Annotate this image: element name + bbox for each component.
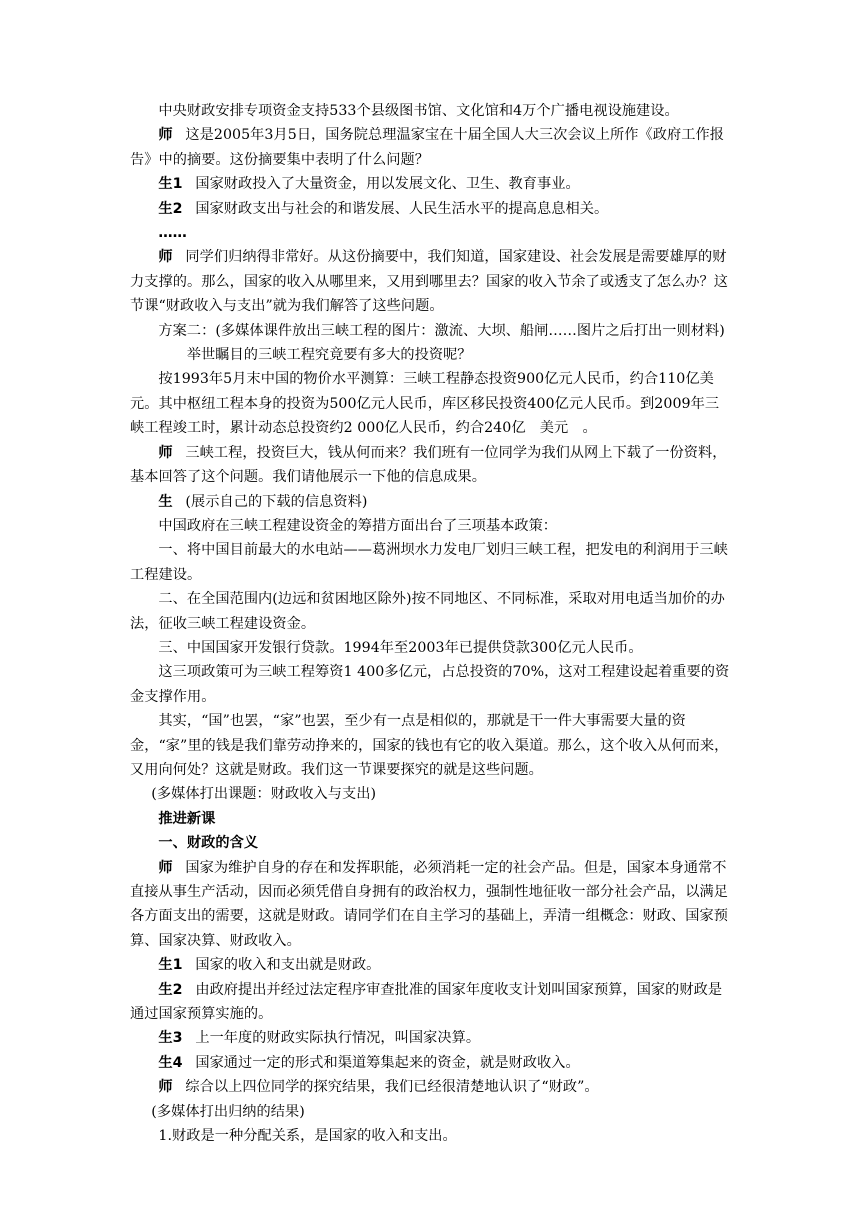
- paragraph-text: 由政府提出并经过法定程序审查批准的国家年度收支计划叫国家预算，国家的财政是通过国家预算实施的。: [130, 981, 723, 1023]
- paragraph-text: 国家财政投入了大量资金，用以发展文化、卫生、教育事业。: [195, 176, 580, 193]
- speaker-label: 生: [158, 493, 173, 510]
- speaker-label: 师: [158, 444, 173, 461]
- paragraph: [130, 587, 730, 636]
- speaker-label: 生2: [158, 200, 183, 217]
- paragraph: [130, 782, 730, 806]
- speaker-label: 生1: [158, 176, 183, 193]
- paragraph-text: 一、将中国目前最大的水电站——葛洲坝水力发电厂划归三峡工程，把发电的利润用于三峡工程建设。: [130, 542, 728, 583]
- paragraph-text: 三、中国国家开发银行贷款。1994年至2003年已提供贷款300亿元人民币。: [158, 639, 643, 656]
- speaker-label: 师: [158, 859, 173, 876]
- speaker-label: 生4: [158, 1054, 183, 1071]
- paragraph-text: 国家通过一定的形式和渠道筹集起来的资金，就是财政收入。: [195, 1054, 580, 1071]
- speaker-label: 生3: [158, 1030, 183, 1047]
- paragraph: [130, 1026, 730, 1050]
- paragraph-text: 方案二：(多媒体课件放出三峡工程的图片：激流、大坝、船闸……图片之后打出一则材料): [158, 322, 725, 339]
- paragraph-text: 上一年度的财政实际执行情况，叫国家决算。: [195, 1030, 481, 1047]
- paragraph: [130, 953, 730, 977]
- paragraph-text: 这三项政策可为三峡工程筹资1 400多亿元，占总投资的70%，这对工程建设起着重要的资金支撑作用。: [130, 664, 730, 705]
- paragraph-text: 二、在全国范围内(边远和贫困地区除外)按不同地区、不同标准，采取对用电适当加价的办法，征收三峡工程建设资金。: [130, 591, 725, 632]
- paragraph: [130, 221, 730, 245]
- paragraph: [130, 538, 730, 587]
- speaker-label: 生2: [158, 981, 183, 998]
- paragraph: [130, 490, 730, 514]
- paragraph-text: 中国政府在三峡工程建设资金的筹措方面出台了三项基本政策：: [158, 517, 558, 534]
- paragraph: [130, 197, 730, 221]
- material-question: [130, 343, 730, 367]
- paragraph-text: 国家的收入和支出就是财政。: [195, 957, 381, 974]
- speaker-label: 师: [158, 1079, 173, 1096]
- paragraph: [130, 709, 730, 782]
- paragraph: [130, 99, 730, 123]
- paragraph-text: 按1993年5月末中国的物价水平测算：三峡工程静态投资900亿元人民币，约合110亿美元。其中枢纽工程本身的投资为500亿元人民币，库区移民投资400亿元人民币。到2009年三峡工程竣工时，累计动态总投资约2 000亿人民币，约合240亿 美元 。: [130, 371, 720, 437]
- paragraph: [130, 1100, 730, 1124]
- paragraph-text: 这是2005年3月5日，国务院总理温家宝在十届全国人大三次会议上所作《政府工作报告》中的摘要。这份摘要集中表明了什么问题？: [130, 127, 724, 168]
- paragraph-text: 1.财政是一种分配关系，是国家的收入和支出。: [158, 1128, 457, 1145]
- paragraph-text: 国家为维护自身的存在和发挥职能，必须消耗一定的社会产品。但是，国家本身通常不直接从事生产活动，因而必须凭借自身拥有的政治权力，强制性地征收一部分社会产品，以满足各方面支出的需要，这就是财政。请同学们在自主学习的基础上，弄清一组概念：财政、国家预算、国家决算、财政收入。: [130, 859, 728, 949]
- paragraph-text: (多媒体打出课题：财政收入与支出): [151, 786, 377, 803]
- paragraph-text: 举世瞩目的三峡工程究竟要有多大的投资呢？: [186, 347, 472, 364]
- ellipsis-text: ……: [158, 225, 187, 242]
- paragraph-text: (多媒体打出归纳的结果): [151, 1103, 305, 1120]
- paragraph-text: 其实，“国”也罢，“家”也罢，至少有一点是相似的，那就是干一件大事需要大量的资金，“家”里的钱是我们靠劳动挣来的，国家的钱也有它的收入渠道。那么，这个收入从何而来，又用向何处？这就是财政。我们这一节课要探究的就是这些问题。: [130, 713, 729, 778]
- paragraph-text: 三峡工程，投资巨大，钱从何而来？我们班有一位同学为我们从网上下载了一份资料，基本回答了这个问题。我们请他展示一下他的信息成果。: [130, 444, 727, 486]
- paragraph: [130, 978, 730, 1027]
- paragraph-text: 中央财政安排专项资金支持533个县级图书馆、文化馆和4万个广播电视设施建设。: [158, 103, 679, 119]
- paragraph: [130, 1124, 730, 1148]
- paragraph: [130, 319, 730, 343]
- section-heading-text: 推进新课: [158, 810, 216, 827]
- paragraph: [130, 367, 730, 440]
- section-heading: [130, 807, 730, 831]
- document-page: [130, 99, 730, 1148]
- paragraph: [130, 660, 730, 709]
- paragraph-text: 同学们归纳得非常好。从这份摘要中，我们知道，国家建设、社会发展是需要雄厚的财力支撑的。那么，国家的收入从哪里来，又用到哪里去？国家的收入节余了或透支了怎么办？这节课“财政收入与支出”就为我们解答了这些问题。: [130, 249, 728, 315]
- subsection-heading: [130, 831, 730, 855]
- speaker-label: 生1: [158, 957, 183, 974]
- paragraph: [130, 636, 730, 660]
- speaker-label: 师: [158, 127, 173, 144]
- paragraph-text: 综合以上四位同学的探究结果，我们已经很清楚地认识了“财政”。: [185, 1079, 599, 1096]
- speaker-label: 师: [158, 249, 173, 266]
- paragraph: [130, 514, 730, 538]
- paragraph-text: (展示自己的下载的信息资料): [185, 493, 368, 510]
- paragraph: [130, 441, 730, 490]
- paragraph: [130, 856, 730, 954]
- paragraph: [130, 123, 730, 172]
- subsection-heading-text: 一、财政的含义: [158, 835, 259, 852]
- paragraph: [130, 245, 730, 318]
- paragraph: [130, 1051, 730, 1075]
- paragraph: [130, 172, 730, 196]
- paragraph-text: 国家财政支出与社会的和谐发展、人民生活水平的提高息息相关。: [195, 200, 609, 217]
- paragraph: [130, 1075, 730, 1099]
